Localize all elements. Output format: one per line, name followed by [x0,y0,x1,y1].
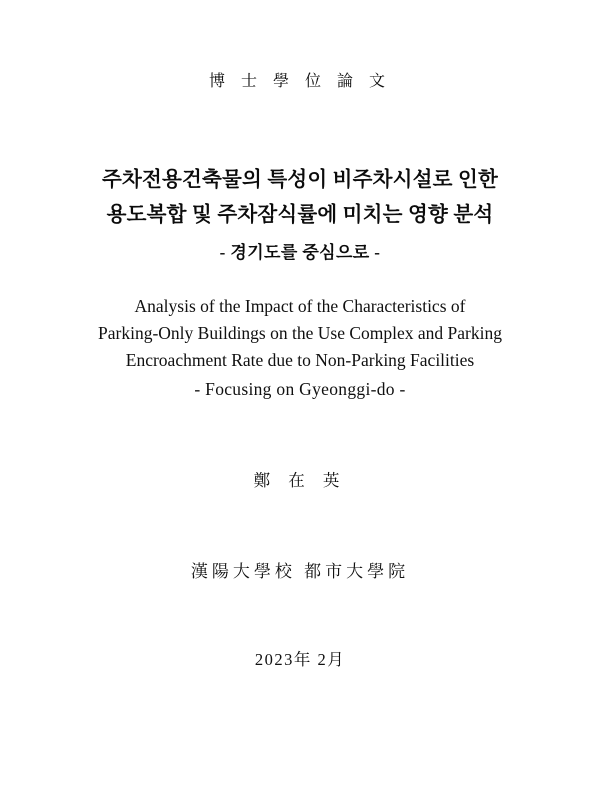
document-type-label: 博 士 學 位 論 文 [208,73,391,90]
korean-subtitle: - 경기도를 중심으로 - [219,242,381,262]
english-subtitle: - Focusing on Gyeonggi-do - [194,379,406,400]
english-title-line-2: Parking-Only Buildings on the Use Complex and Parking [98,322,502,343]
publication-date: 2023年 2月 [254,650,346,670]
english-title-line-3: Encroachment Rate due to Non-Parking Facilities [125,349,475,370]
korean-title-line-2: 용도복합 및 주차잠식률에 미치는 영향 분석 [106,204,494,227]
korean-title [102,163,498,267]
english-title-line-1: Analysis of the Impact of the Characteristics of [134,295,466,316]
author-name: 鄭 在 英 [253,471,347,491]
english-title [98,293,502,404]
korean-title-line-1: 주차전용건축물의 특성이 비주차시설로 인한 [101,169,499,191]
institution-name: 漢陽大學校 都市大學院 [190,562,410,582]
